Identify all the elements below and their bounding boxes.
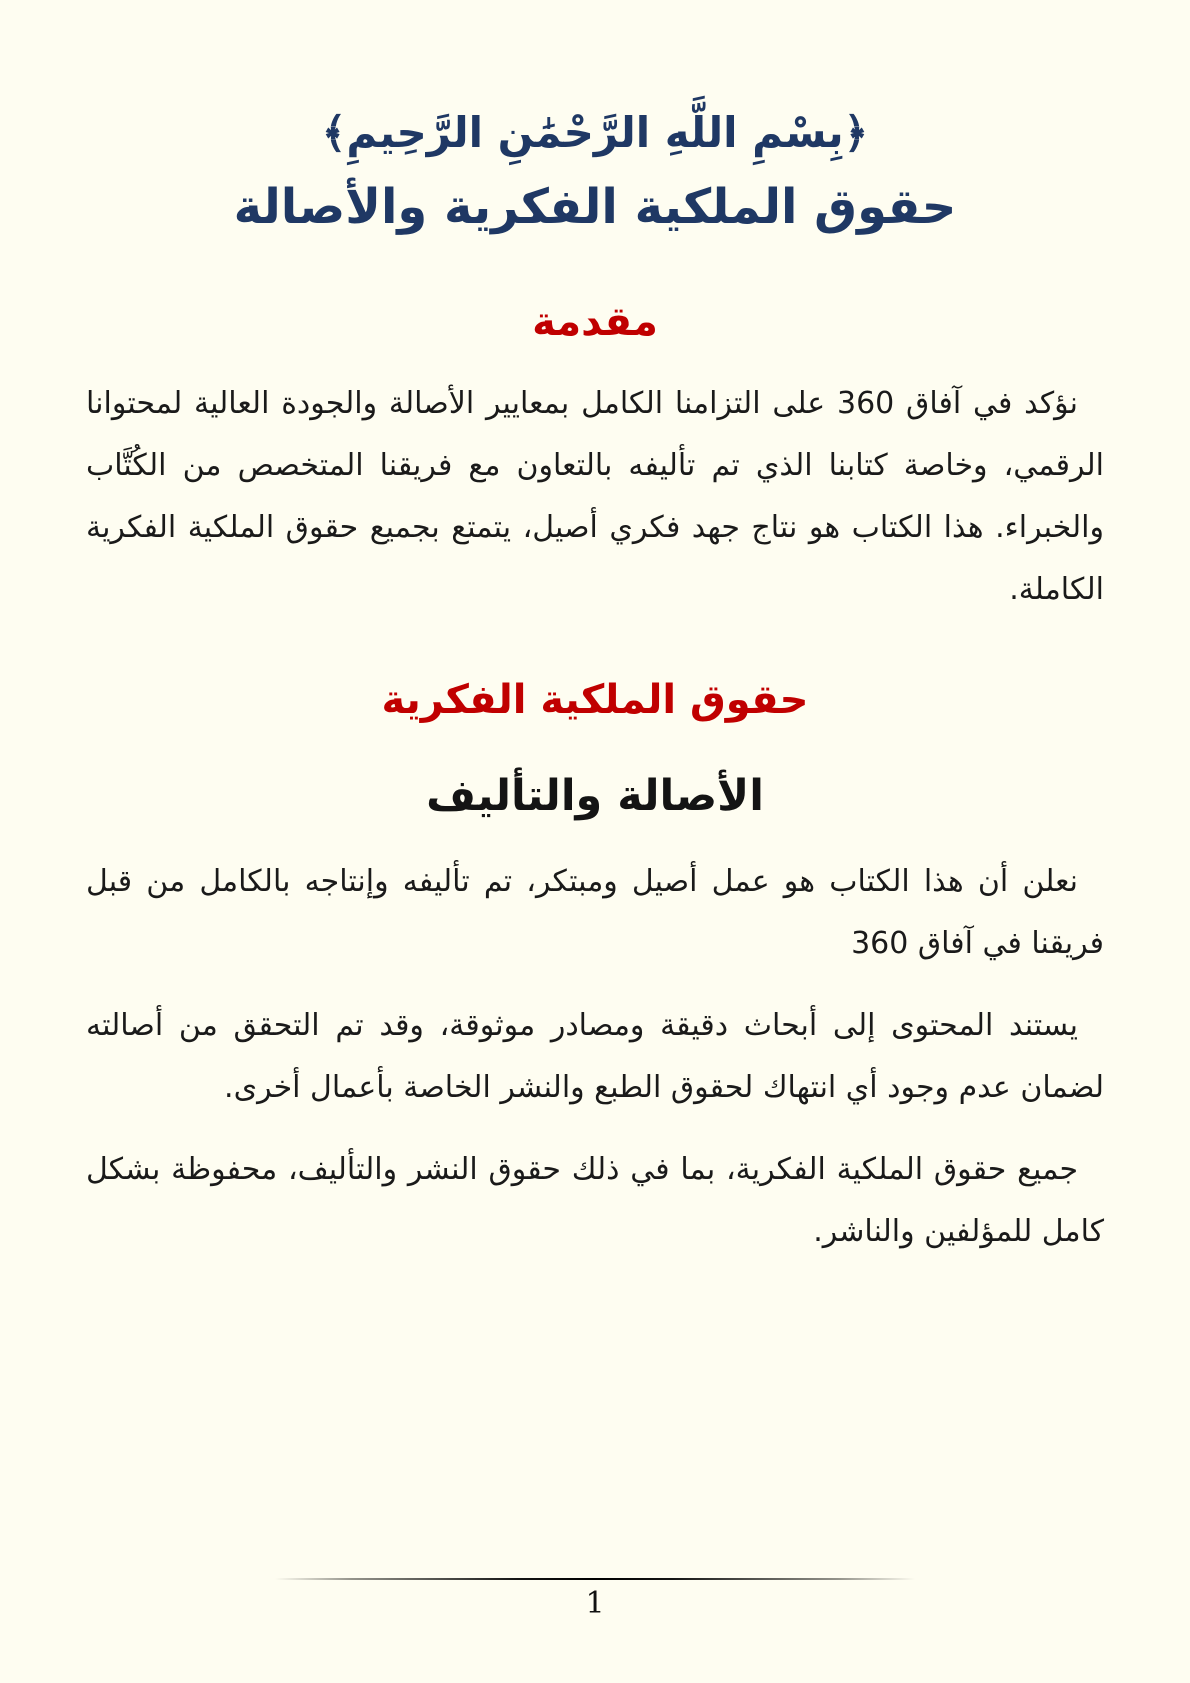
paragraph-rights-reserved: جميع حقوق الملكية الفكرية، بما في ذلك حقوق النشر والتأليف، محفوظة بشكل كامل للمؤلفين والناشر. — [86, 1152, 1104, 1250]
paragraph-research-sources: يستند المحتوى إلى أبحاث دقيقة ومصادر موثوقة، وقد تم التحقق من أصالته لضمان عدم وجود أي انتهاك لحقوق الطبع والنشر الخاصة بأعمال أخرى. — [86, 1008, 1104, 1106]
document-title: حقوق الملكية الفكرية والأصالة — [233, 179, 957, 236]
page-number: 1 — [585, 1586, 605, 1621]
section-heading-intellectual-property: حقوق الملكية الفكرية — [381, 677, 809, 724]
paragraph-original-work: نعلن أن هذا الكتاب هو عمل أصيل ومبتكر، تم تأليفه وإنتاجه بالكامل من قبل فريقنا في آفاق 360 — [86, 864, 1104, 962]
footer-divider — [275, 1578, 915, 1580]
section-heading-originality-authorship: الأصالة والتأليف — [426, 771, 764, 822]
paragraph-commitment: نؤكد في آفاق 360 على التزامنا الكامل بمعايير الأصالة والجودة العالية لمحتوانا الرقمي، وخاصة كتابنا الذي تم تأليفه بالتعاون مع فريقنا المتخصص من الكُتَّاب والخبراء. هذا الكتاب هو نتاج جهد فكري أصيل، يتمتع بجميع حقوق الملكية الفكرية الكاملة. — [86, 386, 1104, 608]
basmala-text: ﴿بِسْمِ اللَّهِ الرَّحْمَٰنِ الرَّحِيمِ﴾ — [321, 108, 869, 157]
section-heading-introduction: مقدمة — [532, 299, 658, 346]
page-footer — [0, 1578, 1190, 1621]
